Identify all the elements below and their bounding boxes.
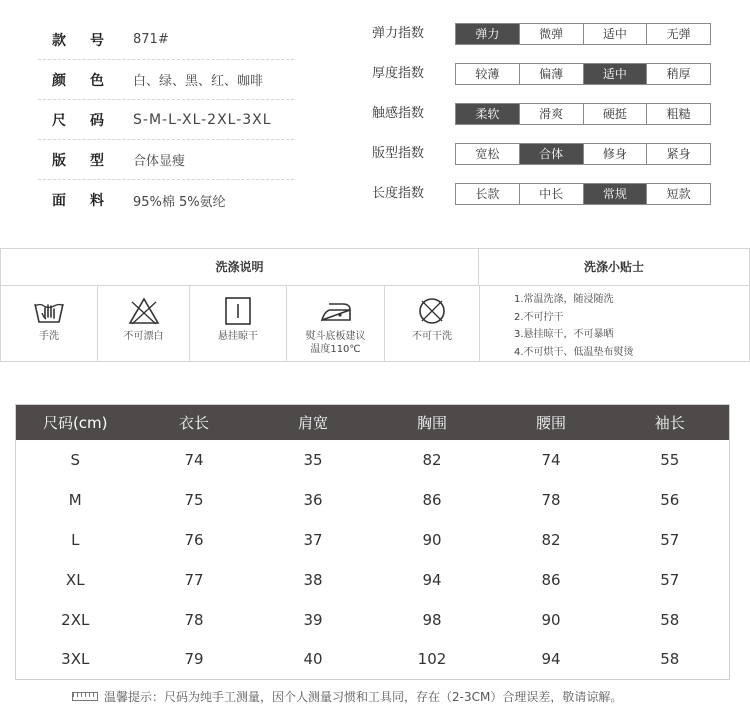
table-row bbox=[16, 480, 730, 520]
size-header: 胸围 bbox=[373, 405, 492, 440]
size-header: 腰围 bbox=[492, 405, 611, 440]
index-scale bbox=[455, 143, 711, 165]
index-label: 版型指数 bbox=[372, 146, 425, 161]
size-cell: M bbox=[68, 490, 82, 509]
table-row bbox=[16, 640, 730, 680]
size-cell: S bbox=[70, 450, 81, 469]
index-scale bbox=[455, 103, 711, 125]
info-label: 尺码 bbox=[52, 112, 128, 129]
table-row bbox=[16, 440, 730, 480]
info-label: 面料 bbox=[52, 193, 128, 209]
info-value: 合体显瘦 bbox=[133, 154, 186, 169]
size-cell: 56 bbox=[660, 490, 680, 509]
size-cell: 90 bbox=[422, 530, 442, 549]
index-scale bbox=[455, 23, 711, 45]
size-cell: 3XL bbox=[61, 650, 90, 669]
size-cell: 58 bbox=[660, 650, 680, 669]
table-row bbox=[16, 560, 730, 600]
size-cell: L bbox=[71, 530, 80, 549]
info-value: 白、绿、黑、红、咖啡 bbox=[133, 74, 264, 89]
index-scale bbox=[455, 63, 711, 85]
index-row bbox=[372, 143, 711, 183]
no-dry-clean-icon bbox=[415, 296, 449, 326]
index-label: 触感指数 bbox=[372, 106, 425, 121]
size-cell: 94 bbox=[541, 650, 561, 669]
info-row bbox=[38, 180, 294, 220]
wash-tip: 4.不可烘干、低温垫布熨烫 bbox=[514, 346, 634, 358]
index-option: 适中 bbox=[584, 64, 648, 84]
size-cell: XL bbox=[65, 570, 85, 589]
index-option: 无弹 bbox=[666, 27, 691, 41]
index-row bbox=[372, 103, 711, 143]
size-cell: 40 bbox=[303, 650, 323, 669]
no-bleach-icon bbox=[127, 296, 161, 326]
index-row bbox=[372, 63, 711, 103]
note-text: 温馨提示：尺码为纯手工测量，因个人测量习惯和工具同，存在（2-3CM）合理误差，敬请谅解。 bbox=[104, 690, 623, 704]
info-label: 颜色 bbox=[52, 72, 128, 89]
wash-tips-title: 洗涤小贴士 bbox=[583, 260, 644, 274]
info-value: 95%棉 5%氨纶 bbox=[133, 194, 226, 210]
wash-caption: 不可漂白 bbox=[123, 331, 164, 342]
index-option: 偏薄 bbox=[520, 64, 584, 84]
table-row bbox=[16, 600, 730, 640]
wash-title: 洗涤说明 bbox=[1, 249, 479, 285]
index-label: 厚度指数 bbox=[372, 66, 425, 81]
size-cell: 74 bbox=[184, 450, 204, 469]
index-option: 常规 bbox=[584, 184, 648, 204]
index-option: 适中 bbox=[584, 24, 648, 44]
index-option: 宽松 bbox=[456, 144, 520, 164]
size-cell: 55 bbox=[660, 450, 680, 469]
size-header: 尺码(cm) bbox=[16, 405, 135, 440]
size-cell: 2XL bbox=[61, 610, 90, 629]
index-option: 较薄 bbox=[456, 64, 520, 84]
size-cell: 82 bbox=[541, 530, 561, 549]
size-cell: 57 bbox=[660, 570, 680, 589]
size-cell: 86 bbox=[541, 570, 561, 589]
size-cell: 57 bbox=[660, 530, 680, 549]
wash-tip: 2.不可拧干 bbox=[514, 311, 564, 323]
size-cell: 75 bbox=[184, 490, 204, 509]
size-cell: 36 bbox=[303, 490, 323, 509]
index-option: 修身 bbox=[584, 144, 648, 164]
info-row bbox=[38, 60, 294, 100]
index-option: 稍厚 bbox=[666, 67, 691, 81]
index-option: 紧身 bbox=[666, 147, 691, 161]
index-option: 长款 bbox=[456, 184, 520, 204]
table-row bbox=[16, 520, 730, 560]
wash-section bbox=[0, 248, 750, 362]
size-cell: 76 bbox=[184, 530, 204, 549]
size-cell: 102 bbox=[417, 650, 447, 669]
size-header: 袖长 bbox=[611, 405, 730, 440]
wash-tip: 1.常温洗涤，随浸随洗 bbox=[514, 294, 614, 305]
wash-cell-no-dry-clean bbox=[385, 286, 480, 361]
measurement-note bbox=[72, 688, 622, 705]
wash-caption: 手洗 bbox=[39, 331, 59, 342]
size-cell: 37 bbox=[303, 530, 323, 549]
size-cell: 39 bbox=[303, 610, 323, 629]
index-label: 弹力指数 bbox=[372, 26, 425, 41]
size-cell: 35 bbox=[303, 450, 323, 469]
wash-caption: 不可干洗 bbox=[412, 331, 452, 342]
index-option: 短款 bbox=[666, 187, 691, 201]
wash-tip: 3.悬挂晾干，不可暴晒 bbox=[514, 329, 614, 340]
info-row bbox=[38, 140, 294, 180]
size-header: 肩宽 bbox=[254, 405, 373, 440]
hang-dry-icon bbox=[221, 296, 255, 326]
index-option: 硬挺 bbox=[584, 104, 648, 124]
info-row bbox=[38, 20, 294, 60]
product-info bbox=[38, 20, 294, 220]
size-cell: 38 bbox=[303, 570, 323, 589]
index-scale bbox=[455, 183, 711, 205]
info-label: 版型 bbox=[52, 152, 128, 169]
wash-cell-hang-dry bbox=[190, 286, 287, 361]
size-cell: 74 bbox=[541, 450, 561, 469]
info-value: 871# bbox=[133, 32, 169, 47]
index-row bbox=[372, 183, 711, 223]
index-option: 合体 bbox=[520, 144, 584, 164]
index-option: 微弹 bbox=[520, 24, 584, 44]
size-cell: 78 bbox=[541, 490, 561, 509]
index-option: 柔软 bbox=[456, 104, 520, 124]
info-value: S-M-L-XL-2XL-3XL bbox=[133, 111, 272, 128]
wash-cell-iron bbox=[287, 286, 385, 361]
size-cell: 79 bbox=[184, 650, 204, 669]
index-option: 滑爽 bbox=[520, 104, 584, 124]
size-cell: 86 bbox=[422, 490, 442, 509]
index-option: 中长 bbox=[520, 184, 584, 204]
size-cell: 82 bbox=[422, 450, 442, 469]
ruler-icon bbox=[72, 692, 98, 701]
wash-caption: 悬挂晾干 bbox=[218, 331, 258, 342]
index-scales bbox=[372, 23, 711, 223]
size-cell: 94 bbox=[422, 570, 442, 589]
hand-wash-icon bbox=[32, 296, 66, 326]
index-option: 弹力 bbox=[456, 24, 520, 44]
index-option: 粗糙 bbox=[666, 107, 691, 121]
size-cell: 58 bbox=[660, 610, 680, 629]
wash-tips bbox=[480, 286, 749, 361]
info-label: 款号 bbox=[52, 32, 128, 49]
wash-cell-hand-wash bbox=[1, 286, 98, 361]
info-row bbox=[38, 100, 294, 140]
wash-caption: 熨斗底板建议 温度110℃ bbox=[305, 331, 366, 355]
iron-icon bbox=[319, 296, 353, 326]
size-cell: 98 bbox=[422, 610, 442, 629]
index-label: 长度指数 bbox=[372, 186, 425, 201]
size-header: 衣长 bbox=[135, 405, 254, 440]
size-table bbox=[15, 404, 730, 680]
size-cell: 90 bbox=[541, 610, 561, 629]
index-row bbox=[372, 23, 711, 63]
size-cell: 77 bbox=[184, 570, 204, 589]
size-cell: 78 bbox=[184, 610, 204, 629]
wash-cell-no-bleach bbox=[98, 286, 190, 361]
